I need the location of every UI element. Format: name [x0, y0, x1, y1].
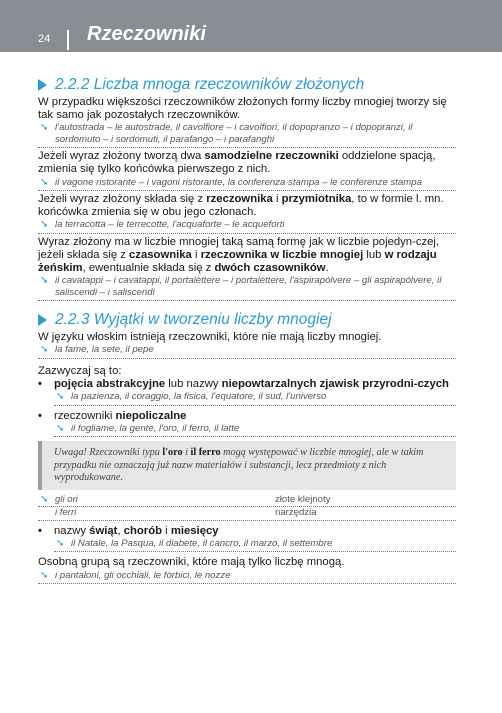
arrow-icon: ➘ [40, 122, 49, 134]
translation-row: i ferri narzędzia [38, 507, 456, 520]
arrow-icon: ➘ [40, 219, 49, 231]
example-line: ➘ il Natale, la Pasqua, il diabete, il cancro, il marzo, il settembre [54, 538, 456, 552]
header-divider [67, 30, 69, 50]
arrow-icon: ➘ [56, 422, 65, 434]
paragraph: Wyraz złożony ma w liczbie mnogiej taką samą formę jak w liczbie pojedyn-czej, jeżeli składa się z czasownika i rzeczownika w liczbie mnogiej lub w rodzaju żeńskim, ewentualnie składa się z dwóch czasowników. [38, 235, 440, 275]
bullet-item: • nazwy świąt, chorób i miesięcy [38, 524, 219, 537]
arrow-icon: ➘ [56, 537, 65, 549]
example-line: ➘ il vagone ristorante – i vagoni ristorante, la conferenza stampa – le conferenze stampa [38, 177, 456, 191]
page-number: 24 [38, 33, 51, 45]
example-line: ➘ la terracotta – le terrecotte, l'acquaforte – le acqueforti [38, 219, 456, 233]
example-line: ➘ la fame, la sete, il pepe [38, 344, 456, 358]
section-heading-2-2-3: 2.2.3 Wyjątki w tworzeniu liczby mnogiej [38, 311, 456, 329]
page-header [0, 0, 502, 52]
bullet-dot-icon: • [38, 409, 42, 422]
paragraph: Osobną grupą są rzeczowniki, które mają tylko liczbę mnogą. [38, 556, 345, 569]
bullet-dot-icon: • [38, 378, 42, 391]
section-heading-2-2-2: 2.2.2 Liczba mnoga rzeczowników złożonych [38, 76, 456, 94]
arrow-icon: ➘ [40, 493, 49, 505]
bullet-item: • pojęcia abstrakcyjne lub nazwy niepowtarzalnych zjawisk przyrodni-czych [38, 378, 449, 391]
bullet-dot-icon: • [38, 524, 42, 537]
arrow-icon: ➘ [40, 176, 49, 188]
example-line: ➘ il fogliame, la gente, l'oro, il ferro, il latte [54, 423, 456, 437]
paragraph: W przypadku większości rzeczowników złożonych formy liczby mnogiej tworzy się tak samo jak pozostałych rzeczowników. [38, 96, 447, 122]
arrow-icon: ➘ [56, 391, 65, 403]
paragraph: W języku włoskim istnieją rzeczowniki, które nie mają liczby mnogiej. [38, 331, 382, 344]
triangle-bullet-icon [38, 79, 47, 91]
page-content [38, 76, 456, 586]
paragraph: Jeżeli wyraz złożony składa się z rzeczownika i przymiotnika, to w formie l. mn. końcówka zmienia się w obu jego członach. [38, 193, 444, 219]
paragraph: Jeżeli wyraz złożony tworzą dwa samodzielne rzeczowniki oddzielone spacją, zmienia się tylko końcówka pierwszego z nich. [38, 150, 436, 176]
note-box: Uwaga! Rzeczowniki typu l'oro i il ferro mogą występować w liczbie mnogiej, ale w takim przypadku nie oznaczają już nazw materiałów i substancji, lecz przedmioty z nich wyprodukowane. [38, 441, 456, 490]
arrow-icon: ➘ [40, 344, 49, 356]
triangle-bullet-icon [38, 314, 47, 326]
example-line: ➘ la pazienza, il coraggio, la fisica, l'equatore, il sud, l'universo [54, 391, 456, 405]
example-line: ➘ il cavatappi – i cavatappi, il portalèttere – i portalèttere, l'aspirapólvere – gli aspirapólvere, il saliscendi – i saliscendi [38, 275, 456, 301]
arrow-icon: ➘ [40, 275, 49, 287]
example-line: ➘ i pantaloni, gli occhiali, le fòrbici, le nozze [38, 570, 456, 584]
arrow-icon: ➘ [40, 569, 49, 581]
translation-row: ➘ gli ori złote klejnoty [38, 494, 456, 507]
paragraph: Zazwyczaj są to: [38, 364, 122, 377]
example-line: ➘ l'autostrada – le autostrade, il cavolfiore – i cavolfiori, il dopopranzo – i dopopranzi, il sordomuto – i sordomuti, il parafango – i parafanghi [38, 122, 456, 148]
bullet-item: • rzeczowniki niepoliczalne [38, 409, 187, 422]
chapter-title: Rzeczowniki [87, 23, 206, 45]
